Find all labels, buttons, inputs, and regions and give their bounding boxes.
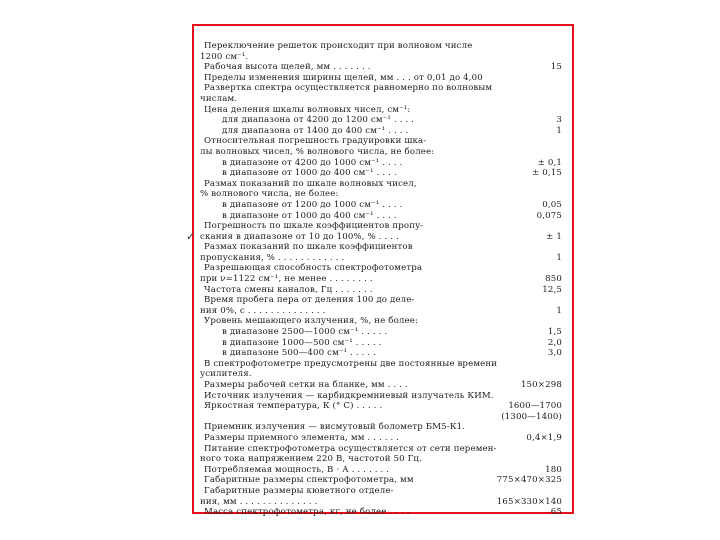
spec-line-text: ного тока напряжением 220 В, частотой 50 Гц. [200,454,422,465]
document-frame [186,24,574,518]
spec-line [200,211,564,222]
spec-line-text: лы волновых чисел, % волнового числа, не более: [200,146,435,157]
spec-line-text: Пределы изменения ширины щелей, мм . . . от 0,01 до 4,00 [204,72,483,83]
spec-line-text: Размах показаний по шкале волновых чисел, [204,178,417,189]
spec-line [200,115,564,126]
spec-line-text: Источник излучения — карбидкремниевый излучатель КИМ. [204,390,494,401]
spec-line-text: усилителя. [200,369,252,380]
spec-line-value: 165×330×140 [496,496,562,507]
spec-line [200,242,564,253]
spec-line-text: в диапазоне от 1000 до 400 см⁻¹ . . . . [222,210,397,221]
spec-line-text: в диапазоне 2500—1000 см⁻¹ . . . . . [222,327,388,338]
spec-line-value: 65 [550,507,562,518]
spec-line-text: в диапазоне 1000—500 см⁻¹ . . . . . [222,337,382,348]
spec-line [200,338,564,349]
spec-line-value: 3,0 [547,348,562,359]
spec-line-value: 180 [545,464,562,475]
spec-line [200,253,564,264]
spec-line [200,507,564,518]
spec-line-text: ния, мм . . . . . . . . . . . . . . [200,496,318,507]
spec-line-value: 0,05 [542,199,562,210]
spec-line [200,73,564,84]
spec-line [200,359,564,370]
spec-line [200,369,564,380]
spec-line [200,94,564,105]
spec-line-text: Размеры приемного элемента, мм . . . . . . [204,432,400,443]
spec-line [200,316,564,327]
spec-line [200,412,564,423]
spec-line-text: % волнового числа, не более: [200,189,339,200]
spec-line-value: 12,5 [542,284,562,295]
spec-line [200,62,564,73]
check-mark-icon: ✓ [186,229,196,243]
spec-line [200,189,564,200]
spec-line [200,306,564,317]
spec-line-text: Погрешность по шкале коэффициентов пропу- [204,221,424,232]
spec-line [200,147,564,158]
spec-line-text: Уровень мешающего излучения, %, не более: [204,316,419,327]
spec-line-value: 0,4×1,9 [526,432,562,443]
spec-line-text: Габаритные размеры кюветного отделе- [204,485,394,496]
spec-line-text: Развертка спектра осуществляется равномерно по волновым [204,83,493,94]
spec-line [200,380,564,391]
spec-line-text: в диапазоне от 1200 до 1000 см⁻¹ . . . . [222,199,403,210]
spec-line [200,179,564,190]
spec-line [200,422,564,433]
spec-line [200,274,564,285]
spec-line-value: 850 [545,274,562,285]
spec-line [200,168,564,179]
spec-text-page [186,41,564,518]
spec-line-text: в диапазоне 500—400 см⁻¹ . . . . . [222,348,376,359]
spec-line-value: 1,5 [547,327,562,338]
spec-line-text: Габаритные размеры спектрофотометра, мм [204,475,414,486]
spec-line-text: Относительная погрешность градуировки шка- [204,136,427,147]
spec-line [200,221,564,232]
spec-line-text: Цена деления шкалы волновых чисел, см⁻¹: [204,104,411,115]
spec-line-text: Размах показаний по шкале коэффициентов [204,242,413,253]
spec-line-value: ± 0,1 [537,157,562,168]
spec-line-value: 150×298 [520,380,562,390]
spec-line [200,327,564,338]
spec-line [200,391,564,402]
spec-line [200,465,564,476]
spec-line-text: скания в диапазоне от 10 до 100%, % . . . . [200,231,399,242]
spec-line [200,433,564,444]
spec-line [200,200,564,211]
spec-line-value: 1600—1700 [508,401,562,412]
spec-line [200,263,564,274]
spec-line-value: 0,075 [536,210,562,221]
spec-line-text: Масса спектрофотометра, кг, не более . . . . [204,507,410,518]
spec-line-value: 3 [556,115,562,126]
spec-line-text: Переключение решеток происходит при волновом числе [204,41,473,51]
spec-line-text: числам. [200,93,238,104]
spec-line-text: Частота смены каналов, Гц . . . . . . . [204,284,373,295]
spec-line-text: Время пробега пера от деления 100 до деле- [204,295,415,306]
spec-line-text: при ν=1122 см⁻¹, не менее . . . . . . . . [200,274,373,285]
spec-line-value: 2,0 [547,337,562,348]
spec-line [200,295,564,306]
spec-line-text: в диапазоне от 1000 до 400 см⁻¹ . . . . [222,168,397,179]
spec-line [200,497,564,508]
spec-line [200,285,564,296]
spec-line [200,52,564,63]
spec-line [200,401,564,412]
spec-line [200,475,564,486]
spec-line-text: Приемник излучения — висмутовый болометр БМ5-К1. [204,422,466,433]
spec-line-text: ния 0%, с . . . . . . . . . . . . . . [200,305,326,316]
spec-line-text: Рабочая высота щелей, мм . . . . . . . [204,62,371,73]
spec-line-value: 15 [550,62,562,73]
spec-line [200,105,564,116]
spec-line-value: 775×470×325 [496,475,562,486]
spec-line [200,158,564,169]
spec-line [200,83,564,94]
spec-line-value: ± 1 [546,231,562,242]
spec-line [200,136,564,147]
spec-line [200,454,564,465]
spec-line [200,348,564,359]
spec-line-value: ± 0,15 [532,168,562,179]
spec-line [200,41,564,52]
spec-line [200,444,564,455]
spec-line-text: для диапазона от 4200 до 1200 см⁻¹ . . . . [222,115,415,126]
spec-line-value: 1 [556,252,562,263]
spec-line-value: 1 [556,125,562,136]
spec-line-text: пропускания, % . . . . . . . . . . . . [200,252,345,263]
spec-line-text: Потребляемая мощность, В · А . . . . . . . [204,464,390,475]
spec-line-value: 1 [556,305,562,316]
spec-line-text: В спектрофотометре предусмотрены две постоянные времени [204,358,498,369]
spec-line-text: Размеры рабочей сетки на бланке, мм . . . . [204,380,408,390]
spec-line-text: 1200 см⁻¹. [200,51,249,62]
spec-line-text: Яркостная температура, К (° С) . . . . . [204,401,383,412]
spec-line-text: Разрешающая способность спектрофотометра [204,263,423,274]
spec-line-value: (1300—1400) [501,411,562,422]
spec-line [200,126,564,137]
spec-line-text: Питание спектрофотометра осуществляется от сети перемен- [204,443,497,454]
spec-line [186,229,564,243]
spec-line [200,486,564,497]
spec-line-text: в диапазоне от 4200 до 1000 см⁻¹ . . . . [222,157,403,168]
spec-line-text: для диапазона от 1400 до 400 см⁻¹ . . . . [222,125,409,136]
